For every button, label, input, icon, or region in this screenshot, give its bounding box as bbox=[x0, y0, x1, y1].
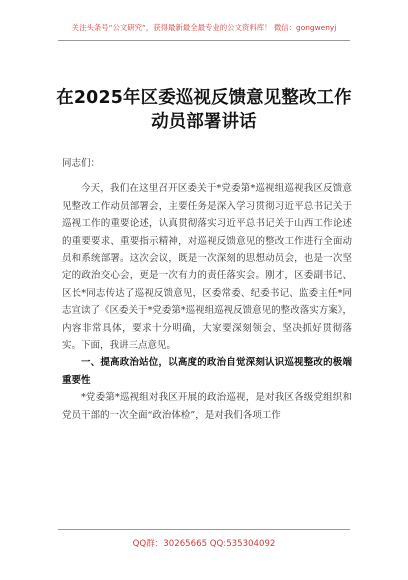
paragraph-1: 今天，我们在这里召开区委关于*党委第*巡视组巡视我区反馈意见整改工作动员部署会，主要任务是深入学习贯彻习近平总书记关于巡视工作的重要论述，认真贯彻落实习近平总书记关于山西工作论述的重要要求、重要指示精神，对巡视反馈意见的整改工作进行全面动员和系统部署。这次会议，既是一次深刻的思想动员会，也是一次坚定的政治交心会，更是一次有力的责任落实会。刚才，区委副书记、区长*同志传达了巡视反馈意见，区委常委、纪委书记、监委主任*同志宣读了《区委关于*党委第*巡视组巡视反馈意见的整改落实方案》，内容非常具体，要求十分明确，大家要深刻领会、坚决抓好贯彻落实。下面，我讲三点意见。 bbox=[62, 183, 352, 352]
document-body bbox=[62, 155, 352, 424]
header-promo-text: 关注头条号“公文研究”，获得最新最全最专业的公文资料库！ 微信：gongwenyj bbox=[71, 23, 337, 32]
paragraph-2: *党委第*巡视组对我区开展的政治巡视，是对我区各级党组织和党员干部的一次全面“政治体检”，是对我们各项工作 bbox=[62, 392, 352, 421]
salutation: 同志们： bbox=[62, 158, 101, 169]
footer-contact-text: QQ群：30265665 QQ:535304092 bbox=[132, 539, 276, 549]
header-divider bbox=[58, 40, 350, 41]
document-title: 在2025年区委巡视反馈意见整改工作动员部署讲话 bbox=[56, 88, 352, 132]
footer-divider bbox=[58, 529, 350, 530]
section-heading-1: 一、提高政治站位，以高度的政治自觉深刻认识巡视整改的极端重要性 bbox=[62, 357, 352, 386]
